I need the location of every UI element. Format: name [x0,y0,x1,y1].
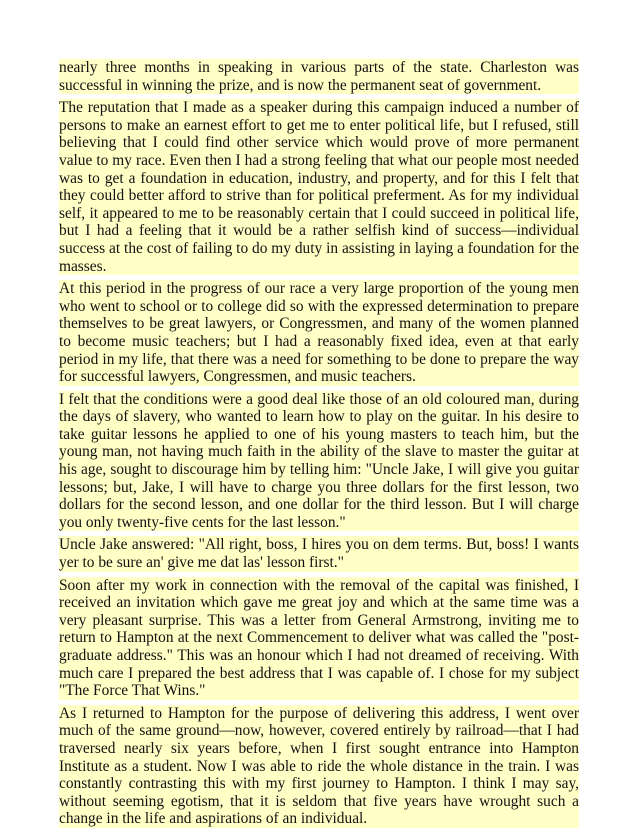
paragraph-4: I felt that the conditions were a good deal like those of an old coloured man, during the days of slavery, who wanted to learn how to play on the guitar. In his desire to take guitar lessons he applied to one of his young masters to teach him, but the young man, not having much faith in the ability of the slave to master the guitar at his age, sought to discourage him by telling him: "Uncle Jake, I will give you guitar lessons; but, Jake, I will have to charge you three dollars for the first lesson, two dollars for the second lesson, and one dollar for the third lesson. But I will charge you only twenty-five cents for the last lesson." [59,390,579,531]
paragraph-2: The reputation that I made as a speaker during this campaign induced a number of persons to make an earnest effort to get me to enter political life, but I refused, still believing that I could find other service which would prove of more permanent value to my race. Even then I had a strong feeling that what our people most needed was to get a foundation in education, industry, and property, and for this I felt that they could better afford to strive than for political preferment. As for my individual self, it appeared to me to be reasonably certain that I could succeed in political life, but I had a feeling that it would be a rather selfish kind of success—individual success at the cost of failing to do my duty in assisting in laying a foundation for the masses. [59,99,579,275]
body-text [59,59,579,833]
paragraph-1: nearly three months in speaking in various parts of the state. Charleston was successful in winning the prize, and is now the permanent seat of government. [59,59,579,94]
paragraph-6: Soon after my work in connection with the removal of the capital was finished, I received an invitation which gave me great joy and which at the same time was a very pleasant surprise. This was a letter from General Armstrong, inviting me to return to Hampton at the next Commencement to deliver what was called the "post-graduate address." This was an honour which I had not dreamed of receiving. With much care I prepared the best address that I was capable of. I chose for my subject "The Force That Wins." [59,576,579,700]
paragraph-7: As I returned to Hampton for the purpose of delivering this address, I went over much of the same ground—now, however, covered entirely by railroad—that I had traversed nearly six years before, when I first sought entrance into Hampton Institute as a student. Now I was able to ride the whole distance in the train. I was constantly contrasting this with my first journey to Hampton. I think I may say, without seeming egotism, that it is seldom that five years have wrought such a change in the life and aspirations of an individual. [59,704,579,828]
paragraph-3: At this period in the progress of our race a very large proportion of the young men who went to school or to college did so with the expressed determination to prepare themselves to be great lawyers, or Congressmen, and many of the women planned to become music teachers; but I had a reasonably fixed idea, even at that early period in my life, that there was a need for something to be done to prepare the way for successful lawyers, Congressmen, and music teachers. [59,280,579,386]
paragraph-5: Uncle Jake answered: "All right, boss, I hires you on dem terms. But, boss! I wants yer to be sure an' give me dat las' lesson first." [59,536,579,572]
